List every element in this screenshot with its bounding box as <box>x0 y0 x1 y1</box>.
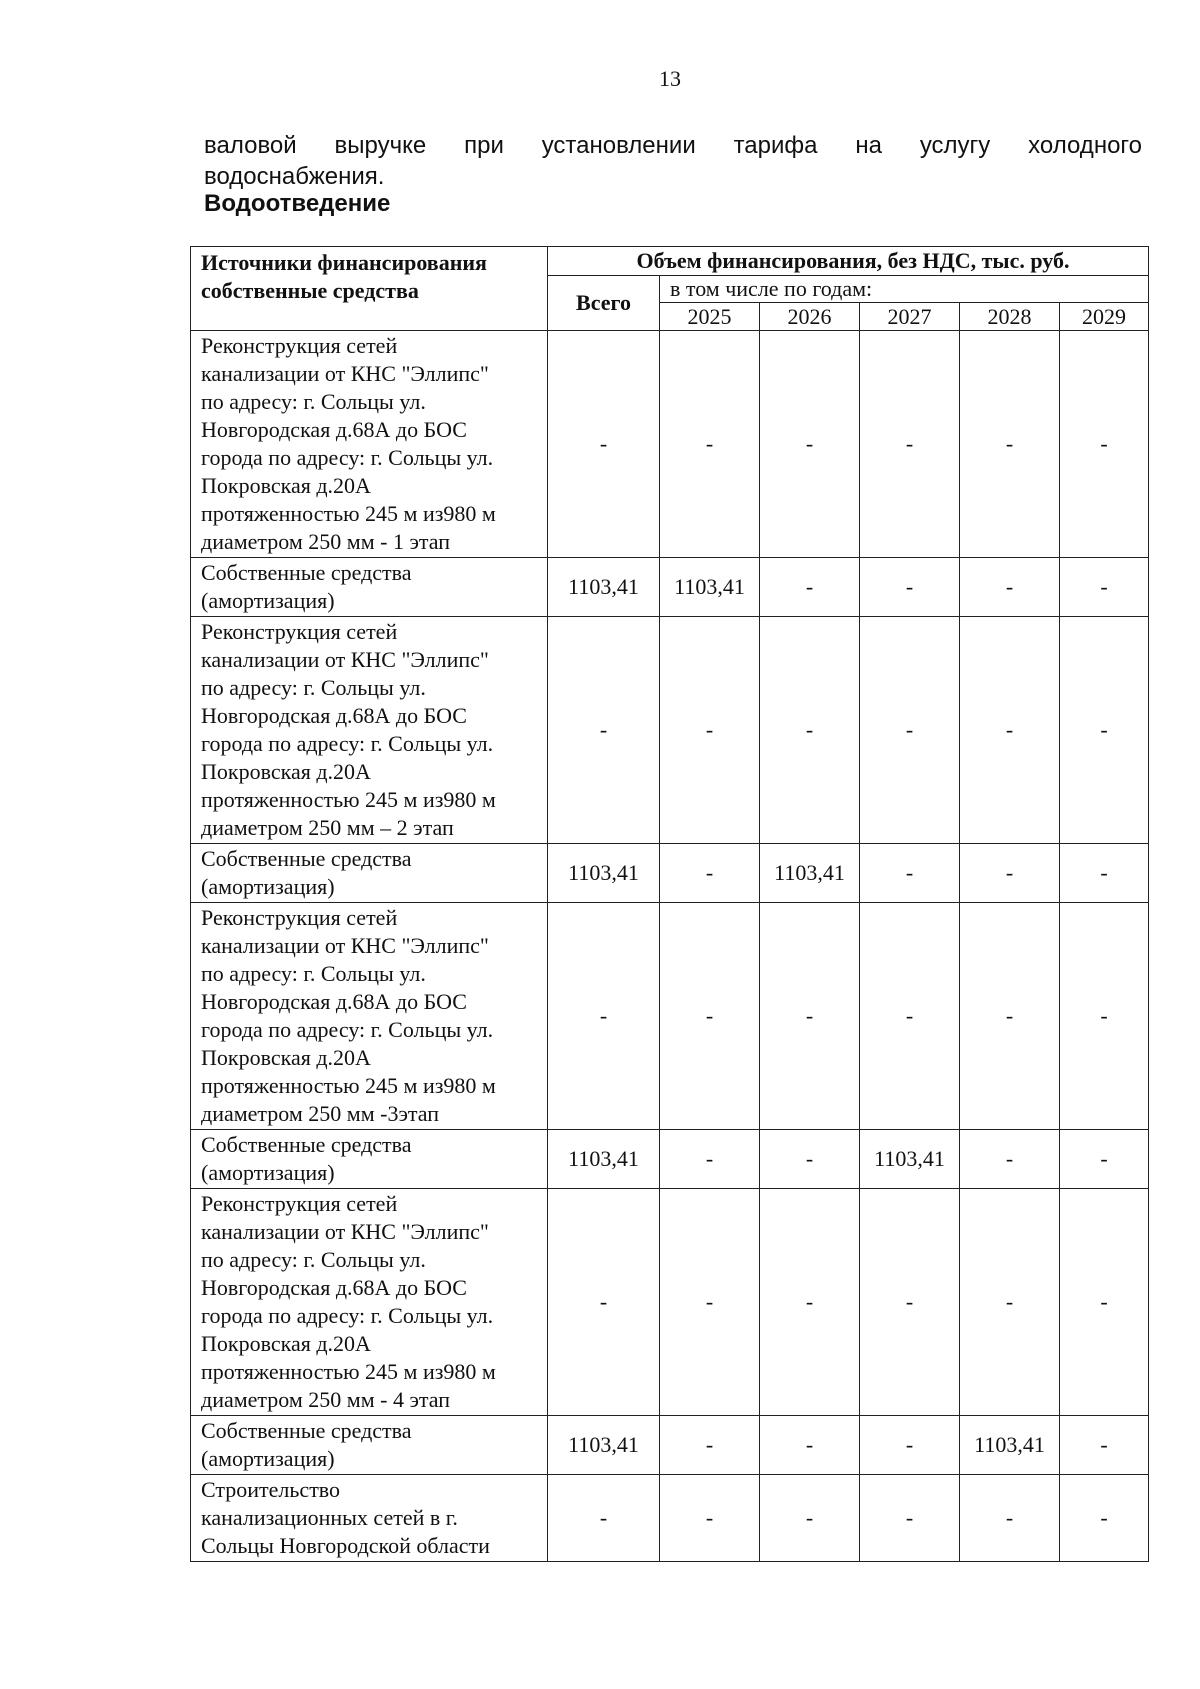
year-value: - <box>660 1475 760 1562</box>
year-value: - <box>660 617 760 844</box>
description-line: канализации от КНС "Эллипс" <box>201 1219 489 1244</box>
year-value: - <box>960 558 1060 617</box>
description-line: Новгородская д.68А до БОС <box>201 417 467 442</box>
intro-line-1: валовой выручке при установлении тарифа на услугу холодного <box>204 132 1142 159</box>
year-value: - <box>1060 331 1149 558</box>
header-year: 2028 <box>960 303 1060 331</box>
header-year: 2029 <box>1060 303 1149 331</box>
year-value: - <box>960 617 1060 844</box>
year-value: - <box>660 1416 760 1475</box>
year-value: - <box>1060 617 1149 844</box>
row-description <box>191 903 548 1130</box>
funding-row <box>191 558 1149 617</box>
description-line: канализации от КНС "Эллипс" <box>201 933 489 958</box>
row-total: 1103,41 <box>548 558 660 617</box>
year-value: - <box>860 1189 960 1416</box>
description-line: канализации от КНС "Эллипс" <box>201 361 489 386</box>
row-total: - <box>548 903 660 1130</box>
description-line: канализации от КНС "Эллипс" <box>201 647 489 672</box>
description-line: (амортизация) <box>201 874 335 899</box>
description-line: Покровская д.20А <box>201 1331 371 1356</box>
funding-row <box>191 1416 1149 1475</box>
year-value: - <box>860 844 960 903</box>
header-by-years: в том числе по годам: <box>660 276 1149 303</box>
row-description <box>191 1189 548 1416</box>
year-value: - <box>660 903 760 1130</box>
header-year: 2027 <box>860 303 960 331</box>
header-volume: Объем финансирования, без НДС, тыс. руб. <box>548 247 1149 276</box>
year-value: - <box>1060 844 1149 903</box>
row-total: - <box>548 617 660 844</box>
table-body <box>191 331 1149 1562</box>
year-value: - <box>760 903 860 1130</box>
year-value: - <box>760 1475 860 1562</box>
year-value: - <box>860 331 960 558</box>
description-line: Новгородская д.68А до БОС <box>201 1275 467 1300</box>
year-value: 1103,41 <box>960 1416 1060 1475</box>
description-line: города по адресу: г. Сольцы ул. <box>201 1303 494 1328</box>
year-value: 1103,41 <box>660 558 760 617</box>
year-value: - <box>1060 1189 1149 1416</box>
year-value: - <box>860 617 960 844</box>
description-line: диаметром 250 мм – 2 этап <box>201 815 454 840</box>
project-row <box>191 617 1149 844</box>
year-value: 1103,41 <box>860 1130 960 1189</box>
description-line: Новгородская д.68А до БОС <box>201 703 467 728</box>
year-value: - <box>760 1416 860 1475</box>
description-line: Новгородская д.68А до БОС <box>201 989 467 1014</box>
description-line: канализационных сетей в г. <box>201 1505 458 1530</box>
description-line: города по адресу: г. Сольцы ул. <box>201 731 494 756</box>
row-total: - <box>548 331 660 558</box>
row-total: 1103,41 <box>548 1416 660 1475</box>
description-line: Собственные средства <box>201 560 412 585</box>
description-line: по адресу: г. Сольцы ул. <box>201 389 426 414</box>
year-value: - <box>860 1416 960 1475</box>
year-value: - <box>760 1130 860 1189</box>
description-line: Строительство <box>201 1477 341 1502</box>
description-line: протяженностью 245 м из980 м <box>201 501 496 526</box>
funding-row <box>191 844 1149 903</box>
project-row <box>191 1189 1149 1416</box>
year-value: - <box>660 1189 760 1416</box>
description-line: (амортизация) <box>201 1160 335 1185</box>
description-line: (амортизация) <box>201 588 335 613</box>
description-line: Реконструкция сетей <box>201 619 398 644</box>
row-description <box>191 331 548 558</box>
description-line: по адресу: г. Сольцы ул. <box>201 675 426 700</box>
year-value: - <box>1060 1130 1149 1189</box>
year-value: - <box>660 331 760 558</box>
year-value: - <box>860 558 960 617</box>
description-line: по адресу: г. Сольцы ул. <box>201 1247 426 1272</box>
section-title: Водоотведение <box>204 190 391 217</box>
description-line: диаметром 250 мм - 1 этап <box>201 529 451 554</box>
year-value: - <box>760 617 860 844</box>
header-sources-line-1: Источники финансирования <box>201 250 487 275</box>
year-value: - <box>760 331 860 558</box>
header-year: 2025 <box>660 303 760 331</box>
header-sources-line-2: собственные средства <box>201 278 419 303</box>
year-value: - <box>960 331 1060 558</box>
description-line: по адресу: г. Сольцы ул. <box>201 961 426 986</box>
header-year: 2026 <box>760 303 860 331</box>
description-line: Реконструкция сетей <box>201 333 398 358</box>
description-line: города по адресу: г. Сольцы ул. <box>201 445 494 470</box>
year-value: - <box>660 1130 760 1189</box>
year-value: - <box>760 558 860 617</box>
year-value: - <box>860 1475 960 1562</box>
row-description <box>191 558 548 617</box>
description-line: Реконструкция сетей <box>201 1191 398 1216</box>
row-total: - <box>548 1189 660 1416</box>
header-sources <box>191 247 548 331</box>
page-number: 13 <box>659 66 681 91</box>
description-line: (амортизация) <box>201 1446 335 1471</box>
year-value: 1103,41 <box>760 844 860 903</box>
row-total: 1103,41 <box>548 1130 660 1189</box>
year-value: - <box>1060 1416 1149 1475</box>
financing-table <box>190 246 1149 1562</box>
year-value: - <box>1060 558 1149 617</box>
year-value: - <box>860 903 960 1130</box>
row-total: 1103,41 <box>548 844 660 903</box>
description-line: Покровская д.20А <box>201 1045 371 1070</box>
year-value: - <box>760 1189 860 1416</box>
year-value: - <box>960 1130 1060 1189</box>
description-line: города по адресу: г. Сольцы ул. <box>201 1017 494 1042</box>
year-value: - <box>1060 903 1149 1130</box>
description-line: Собственные средства <box>201 846 412 871</box>
year-value: - <box>1060 1475 1149 1562</box>
description-line: Собственные средства <box>201 1132 412 1157</box>
row-description <box>191 1130 548 1189</box>
description-line: Реконструкция сетей <box>201 905 398 930</box>
year-value: - <box>960 1189 1060 1416</box>
header-total: Всего <box>548 276 660 331</box>
description-line: Покровская д.20А <box>201 759 371 784</box>
description-line: Покровская д.20А <box>201 473 371 498</box>
description-line: Сольцы Новгородской области <box>201 1533 490 1558</box>
year-value: - <box>960 844 1060 903</box>
funding-row <box>191 1130 1149 1189</box>
project-row <box>191 903 1149 1130</box>
row-description <box>191 844 548 903</box>
description-line: Собственные средства <box>201 1418 412 1443</box>
intro-paragraph <box>204 130 1142 192</box>
project-row <box>191 331 1149 558</box>
project-row <box>191 1475 1149 1562</box>
intro-line-2: водоснабжения. <box>204 163 385 190</box>
description-line: протяженностью 245 м из980 м <box>201 1073 496 1098</box>
row-total: - <box>548 1475 660 1562</box>
row-description <box>191 617 548 844</box>
year-value: - <box>660 844 760 903</box>
year-value: - <box>960 1475 1060 1562</box>
description-line: протяженностью 245 м из980 м <box>201 787 496 812</box>
year-value: - <box>960 903 1060 1130</box>
description-line: диаметром 250 мм -3этап <box>201 1101 440 1126</box>
row-description <box>191 1416 548 1475</box>
row-description <box>191 1475 548 1562</box>
description-line: диаметром 250 мм - 4 этап <box>201 1387 451 1412</box>
description-line: протяженностью 245 м из980 м <box>201 1359 496 1384</box>
